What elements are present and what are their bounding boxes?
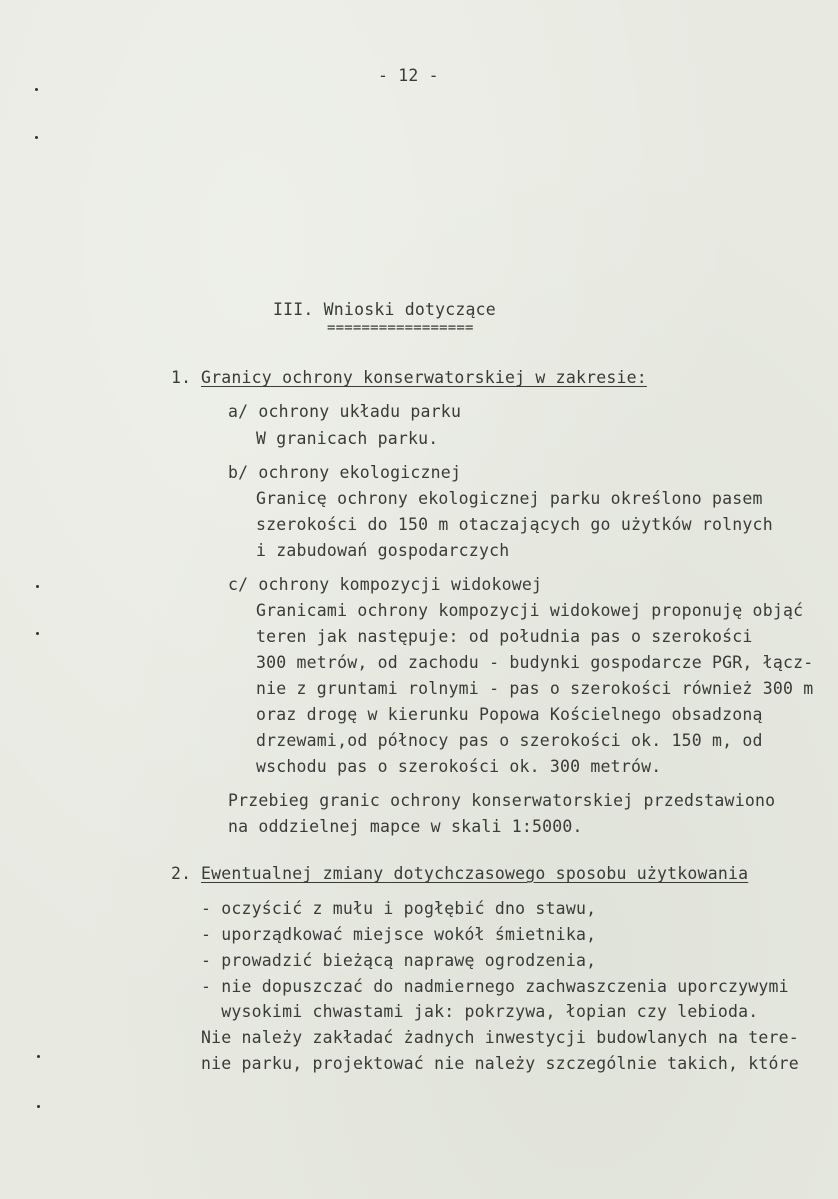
item1-b-line: szerokości do 150 m otaczających go użytków rolnych bbox=[256, 515, 773, 534]
section-heading: III. Wnioski dotyczące bbox=[273, 300, 496, 319]
item2-closing-line: Nie należy zakładać żadnych inwestycji budowlanych na tere- bbox=[201, 1028, 799, 1047]
item2-title: Ewentualnej zmiany dotychczasowego sposobu użytkowania bbox=[201, 864, 749, 883]
item1-summary-line: Przebieg granic ochrony konserwatorskiej przedstawiono bbox=[228, 791, 776, 810]
margin-mark bbox=[37, 1105, 40, 1108]
margin-mark bbox=[36, 585, 39, 588]
item1-c-line: oraz drogę w kierunku Popowa Kościelnego obsadzoną bbox=[256, 705, 763, 724]
item2-bullet: wysokimi chwastami jak: pokrzywa, łopian czy lebioda. bbox=[201, 1002, 759, 1021]
margin-mark bbox=[36, 632, 39, 635]
item1-a-line: W granicach parku. bbox=[256, 429, 439, 448]
item1-b-label: b/ ochrony ekologicznej bbox=[228, 463, 462, 482]
item2-bullet: - oczyścić z mułu i pogłębić dno stawu, bbox=[201, 899, 597, 918]
item1-b-line: Granicę ochrony ekologicznej parku określono pasem bbox=[256, 489, 763, 508]
item2-bullet: - uporządkować miejsce wokół śmietnika, bbox=[201, 925, 597, 944]
page-number: - 12 - bbox=[378, 66, 439, 85]
margin-mark bbox=[35, 136, 38, 139]
item1-c-line: wschodu pas o szerokości ok. 300 metrów. bbox=[256, 757, 662, 776]
item1-title: Granicy ochrony konserwatorskiej w zakresie: bbox=[201, 368, 647, 387]
item1-c-line: drzewami,od północy pas o szerokości ok. 150 m, od bbox=[256, 731, 763, 750]
item1-c-line: nie z gruntami rolnymi - pas o szerokości również 300 m bbox=[256, 679, 814, 698]
item1-c-label: c/ ochrony kompozycji widokowej bbox=[228, 575, 543, 594]
item2-number: 2. bbox=[171, 864, 192, 883]
item2-bullet: - prowadzić bieżącą naprawę ogrodzenia, bbox=[201, 951, 597, 970]
item1-c-line: Granicami ochrony kompozycji widokowej proponuję objąć bbox=[256, 601, 804, 620]
item1-c-line: 300 metrów, od zachodu - budynki gospodarcze PGR, łącz- bbox=[256, 653, 814, 672]
margin-mark bbox=[35, 88, 38, 91]
item1-summary-line: na oddzielnej mapce w skali 1:5000. bbox=[228, 817, 583, 836]
item1-c-line: teren jak następuje: od południa pas o szerokości bbox=[256, 627, 753, 646]
item2-bullet: - nie dopuszczać do nadmiernego zachwaszczenia uporczywymi bbox=[201, 977, 789, 996]
item2-closing-line: nie parku, projektować nie należy szczególnie takich, które bbox=[201, 1054, 799, 1073]
section-heading-underline: ================= bbox=[327, 320, 474, 336]
item1-b-line: i zabudowań gospodarczych bbox=[256, 541, 510, 560]
margin-mark bbox=[37, 1055, 40, 1058]
item1-number: 1. bbox=[171, 368, 192, 387]
item1-a-label: a/ ochrony układu parku bbox=[228, 402, 462, 421]
